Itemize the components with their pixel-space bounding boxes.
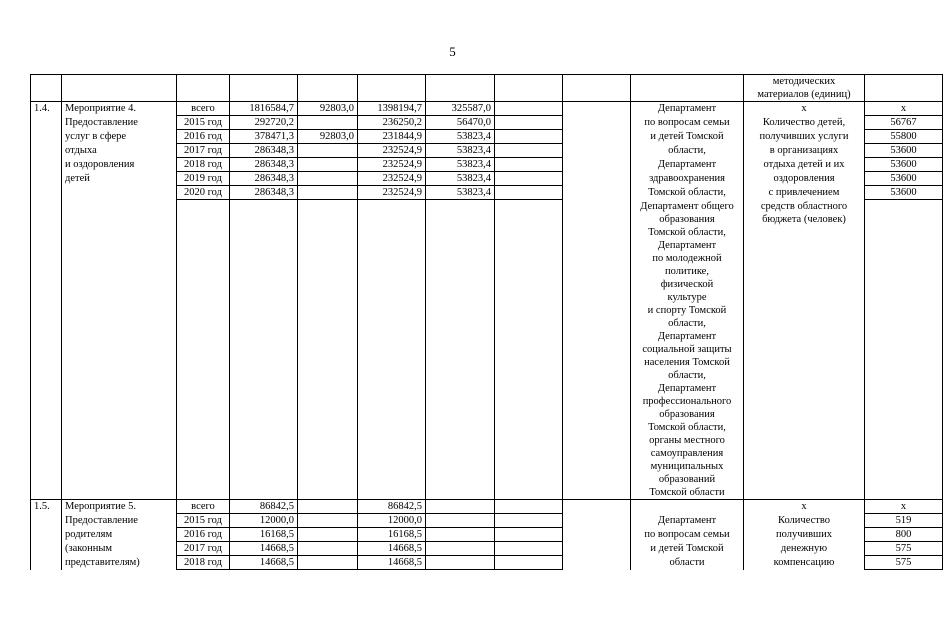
cell-fed bbox=[298, 172, 358, 186]
cell-total: 1816584,7 bbox=[230, 102, 298, 116]
cell-other bbox=[495, 514, 563, 528]
cell-other bbox=[495, 556, 563, 570]
cell-year: 2016 год bbox=[177, 528, 230, 542]
cell-reg: 232524,9 bbox=[358, 186, 426, 200]
executor-line bbox=[631, 500, 744, 514]
table-row bbox=[31, 434, 943, 447]
executor-line: Томской области, bbox=[631, 226, 744, 239]
item-name-line: Мероприятие 4. bbox=[62, 102, 177, 116]
table-row bbox=[31, 514, 943, 528]
indicator-value: x bbox=[865, 102, 943, 116]
cell-total: 14668,5 bbox=[230, 556, 298, 570]
executor-line: Департамент bbox=[631, 102, 744, 116]
indicator-value: 53600 bbox=[865, 172, 943, 186]
executor-line: политике, bbox=[631, 265, 744, 278]
cell-loc: 53823,4 bbox=[426, 158, 495, 172]
table-row bbox=[31, 144, 943, 158]
executor-line: населения Томской bbox=[631, 356, 744, 369]
cell-loc bbox=[426, 514, 495, 528]
program-table bbox=[30, 74, 943, 570]
indicator-line: бюджета (человек) bbox=[744, 213, 865, 226]
indicator-line: отдыха детей и их bbox=[744, 158, 865, 172]
cell-loc: 53823,4 bbox=[426, 130, 495, 144]
cell-fed bbox=[298, 528, 358, 542]
executor-line: Департамент общего bbox=[631, 200, 744, 214]
indicator-value: 519 bbox=[865, 514, 943, 528]
page-number: 5 bbox=[449, 44, 456, 59]
table-row bbox=[31, 278, 943, 291]
indicator-line: денежную bbox=[744, 542, 865, 556]
executor-line: по вопросам семьи bbox=[631, 528, 744, 542]
table-row bbox=[31, 239, 943, 252]
item-number: 1.4. bbox=[31, 102, 62, 116]
cell-year: всего bbox=[177, 500, 230, 514]
cell-fed bbox=[298, 514, 358, 528]
cell-other bbox=[495, 500, 563, 514]
cell-total: 286348,3 bbox=[230, 172, 298, 186]
table-row bbox=[31, 473, 943, 486]
cell-loc bbox=[426, 556, 495, 570]
cell-total: 16168,5 bbox=[230, 528, 298, 542]
table-row bbox=[31, 343, 943, 356]
executor-line: и детей Томской bbox=[631, 542, 744, 556]
cell-year: 2020 год bbox=[177, 186, 230, 200]
item-name-line: родителям bbox=[62, 528, 177, 542]
indicator-value: 56767 bbox=[865, 116, 943, 130]
cell-fed bbox=[298, 116, 358, 130]
executor-line: образования bbox=[631, 408, 744, 421]
cell-other bbox=[495, 102, 563, 116]
executor-line: Департамент bbox=[631, 382, 744, 395]
table-row bbox=[31, 317, 943, 330]
cell-other bbox=[495, 542, 563, 556]
cell-loc bbox=[426, 500, 495, 514]
cell-loc bbox=[426, 542, 495, 556]
cell-other bbox=[495, 144, 563, 158]
indicator-tail: методических материалов (единиц) bbox=[744, 75, 865, 102]
indicator-line: получивших услуги bbox=[744, 130, 865, 144]
executor-line: области, bbox=[631, 317, 744, 330]
table-row bbox=[31, 395, 943, 408]
executor-line: здравоохранения bbox=[631, 172, 744, 186]
table-row bbox=[31, 369, 943, 382]
executor-line: и спорту Томской bbox=[631, 304, 744, 317]
cell-year: всего bbox=[177, 102, 230, 116]
executor-line: Департамент bbox=[631, 514, 744, 528]
cell-reg: 1398194,7 bbox=[358, 102, 426, 116]
indicator-value: 800 bbox=[865, 528, 943, 542]
executor-line: области bbox=[631, 556, 744, 570]
executor-line: области, bbox=[631, 144, 744, 158]
indicator-value: 575 bbox=[865, 542, 943, 556]
executor-line: Томской области bbox=[631, 486, 744, 500]
item-name-line: представителям) bbox=[62, 556, 177, 570]
table-row bbox=[31, 460, 943, 473]
executor-line: Томской области, bbox=[631, 421, 744, 434]
indicator-value: 53600 bbox=[865, 158, 943, 172]
table-row bbox=[31, 356, 943, 369]
cell-reg: 16168,5 bbox=[358, 528, 426, 542]
cell-year: 2018 год bbox=[177, 556, 230, 570]
executor-line: Департамент bbox=[631, 239, 744, 252]
executor-line: образований bbox=[631, 473, 744, 486]
item-name-line: и оздоровления bbox=[62, 158, 177, 172]
indicator-line: x bbox=[744, 102, 865, 116]
table-row bbox=[31, 116, 943, 130]
table-row bbox=[31, 556, 943, 570]
cell-fed: 92803,0 bbox=[298, 130, 358, 144]
cell-reg: 232524,9 bbox=[358, 172, 426, 186]
cell-fed: 92803,0 bbox=[298, 102, 358, 116]
cell-reg: 232524,9 bbox=[358, 144, 426, 158]
cell-year: 2017 год bbox=[177, 542, 230, 556]
table-row bbox=[31, 226, 943, 239]
cell-total: 14668,5 bbox=[230, 542, 298, 556]
indicator-line: Количество bbox=[744, 514, 865, 528]
table-row bbox=[31, 158, 943, 172]
item-number: 1.5. bbox=[31, 500, 62, 514]
item-name-line: (законным bbox=[62, 542, 177, 556]
executor-line: Томской области, bbox=[631, 186, 744, 200]
executor-line: самоуправления bbox=[631, 447, 744, 460]
table-row bbox=[31, 172, 943, 186]
item-name-line: Предоставление bbox=[62, 116, 177, 130]
cell-fed bbox=[298, 556, 358, 570]
item-name-line: услуг в сфере bbox=[62, 130, 177, 144]
cell-loc: 53823,4 bbox=[426, 144, 495, 158]
cell-total: 286348,3 bbox=[230, 144, 298, 158]
table-row bbox=[31, 382, 943, 395]
cell-year: 2018 год bbox=[177, 158, 230, 172]
indicator-line: с привлечением bbox=[744, 186, 865, 200]
cell-other bbox=[495, 172, 563, 186]
cell-other bbox=[495, 130, 563, 144]
table-row bbox=[31, 304, 943, 317]
cell-other bbox=[495, 158, 563, 172]
cell-other bbox=[495, 116, 563, 130]
cell-year: 2017 год bbox=[177, 144, 230, 158]
cell-year: 2019 год bbox=[177, 172, 230, 186]
item-name-line: Предоставление bbox=[62, 514, 177, 528]
table-row bbox=[31, 102, 943, 116]
indicator-line: компенсацию bbox=[744, 556, 865, 570]
cell-year: 2015 год bbox=[177, 514, 230, 528]
table-row bbox=[31, 186, 943, 200]
table-row bbox=[31, 252, 943, 265]
indicator-value: 53600 bbox=[865, 186, 943, 200]
cell-reg: 14668,5 bbox=[358, 542, 426, 556]
executor-line: Департамент bbox=[631, 330, 744, 343]
indicator-line: x bbox=[744, 500, 865, 514]
table-row bbox=[31, 421, 943, 434]
table-row bbox=[31, 408, 943, 421]
indicator-line: в организациях bbox=[744, 144, 865, 158]
table-row bbox=[31, 528, 943, 542]
indicator-line: оздоровления bbox=[744, 172, 865, 186]
cell-total: 286348,3 bbox=[230, 186, 298, 200]
cell-total: 12000,0 bbox=[230, 514, 298, 528]
cell-loc: 325587,0 bbox=[426, 102, 495, 116]
cell-loc: 53823,4 bbox=[426, 172, 495, 186]
cell-other bbox=[495, 186, 563, 200]
table-row bbox=[31, 447, 943, 460]
cell-fed bbox=[298, 542, 358, 556]
table-row bbox=[31, 542, 943, 556]
cell-other bbox=[495, 528, 563, 542]
executor-line: Департамент bbox=[631, 158, 744, 172]
table-row bbox=[31, 200, 943, 214]
executor-line: органы местного bbox=[631, 434, 744, 447]
header-continuation-row bbox=[31, 75, 943, 102]
table-row bbox=[31, 330, 943, 343]
executor-line: по вопросам семьи bbox=[631, 116, 744, 130]
table-row bbox=[31, 213, 943, 226]
item-name-line: отдыха bbox=[62, 144, 177, 158]
cell-total: 86842,5 bbox=[230, 500, 298, 514]
cell-loc bbox=[426, 528, 495, 542]
cell-reg: 12000,0 bbox=[358, 514, 426, 528]
cell-reg: 231844,9 bbox=[358, 130, 426, 144]
item-name-line: детей bbox=[62, 172, 177, 186]
cell-loc: 56470,0 bbox=[426, 116, 495, 130]
cell-loc: 53823,4 bbox=[426, 186, 495, 200]
indicator-value: 53600 bbox=[865, 144, 943, 158]
cell-total: 286348,3 bbox=[230, 158, 298, 172]
table-row bbox=[31, 500, 943, 514]
executor-line: культуре bbox=[631, 291, 744, 304]
indicator-line: средств областного bbox=[744, 200, 865, 214]
executor-line: социальной защиты bbox=[631, 343, 744, 356]
executor-line: образования bbox=[631, 213, 744, 226]
cell-reg: 86842,5 bbox=[358, 500, 426, 514]
executor-line: муниципальных bbox=[631, 460, 744, 473]
cell-reg: 236250,2 bbox=[358, 116, 426, 130]
executor-line: физической bbox=[631, 278, 744, 291]
item-name-line: Мероприятие 5. bbox=[62, 500, 177, 514]
executor-line: по молодежной bbox=[631, 252, 744, 265]
cell-year: 2015 год bbox=[177, 116, 230, 130]
indicator-value: x bbox=[865, 500, 943, 514]
cell-year: 2016 год bbox=[177, 130, 230, 144]
cell-fed bbox=[298, 500, 358, 514]
cell-fed bbox=[298, 144, 358, 158]
table-row bbox=[31, 486, 943, 500]
cell-reg: 232524,9 bbox=[358, 158, 426, 172]
executor-line: профессионального bbox=[631, 395, 744, 408]
cell-reg: 14668,5 bbox=[358, 556, 426, 570]
table-row bbox=[31, 265, 943, 278]
indicator-line: получивших bbox=[744, 528, 865, 542]
executor-line: и детей Томской bbox=[631, 130, 744, 144]
indicator-value: 575 bbox=[865, 556, 943, 570]
cell-total: 292720,2 bbox=[230, 116, 298, 130]
table-row bbox=[31, 130, 943, 144]
executor-line: области, bbox=[631, 369, 744, 382]
indicator-value: 55800 bbox=[865, 130, 943, 144]
cell-fed bbox=[298, 158, 358, 172]
indicator-line: Количество детей, bbox=[744, 116, 865, 130]
cell-fed bbox=[298, 186, 358, 200]
table-row bbox=[31, 291, 943, 304]
cell-total: 378471,3 bbox=[230, 130, 298, 144]
